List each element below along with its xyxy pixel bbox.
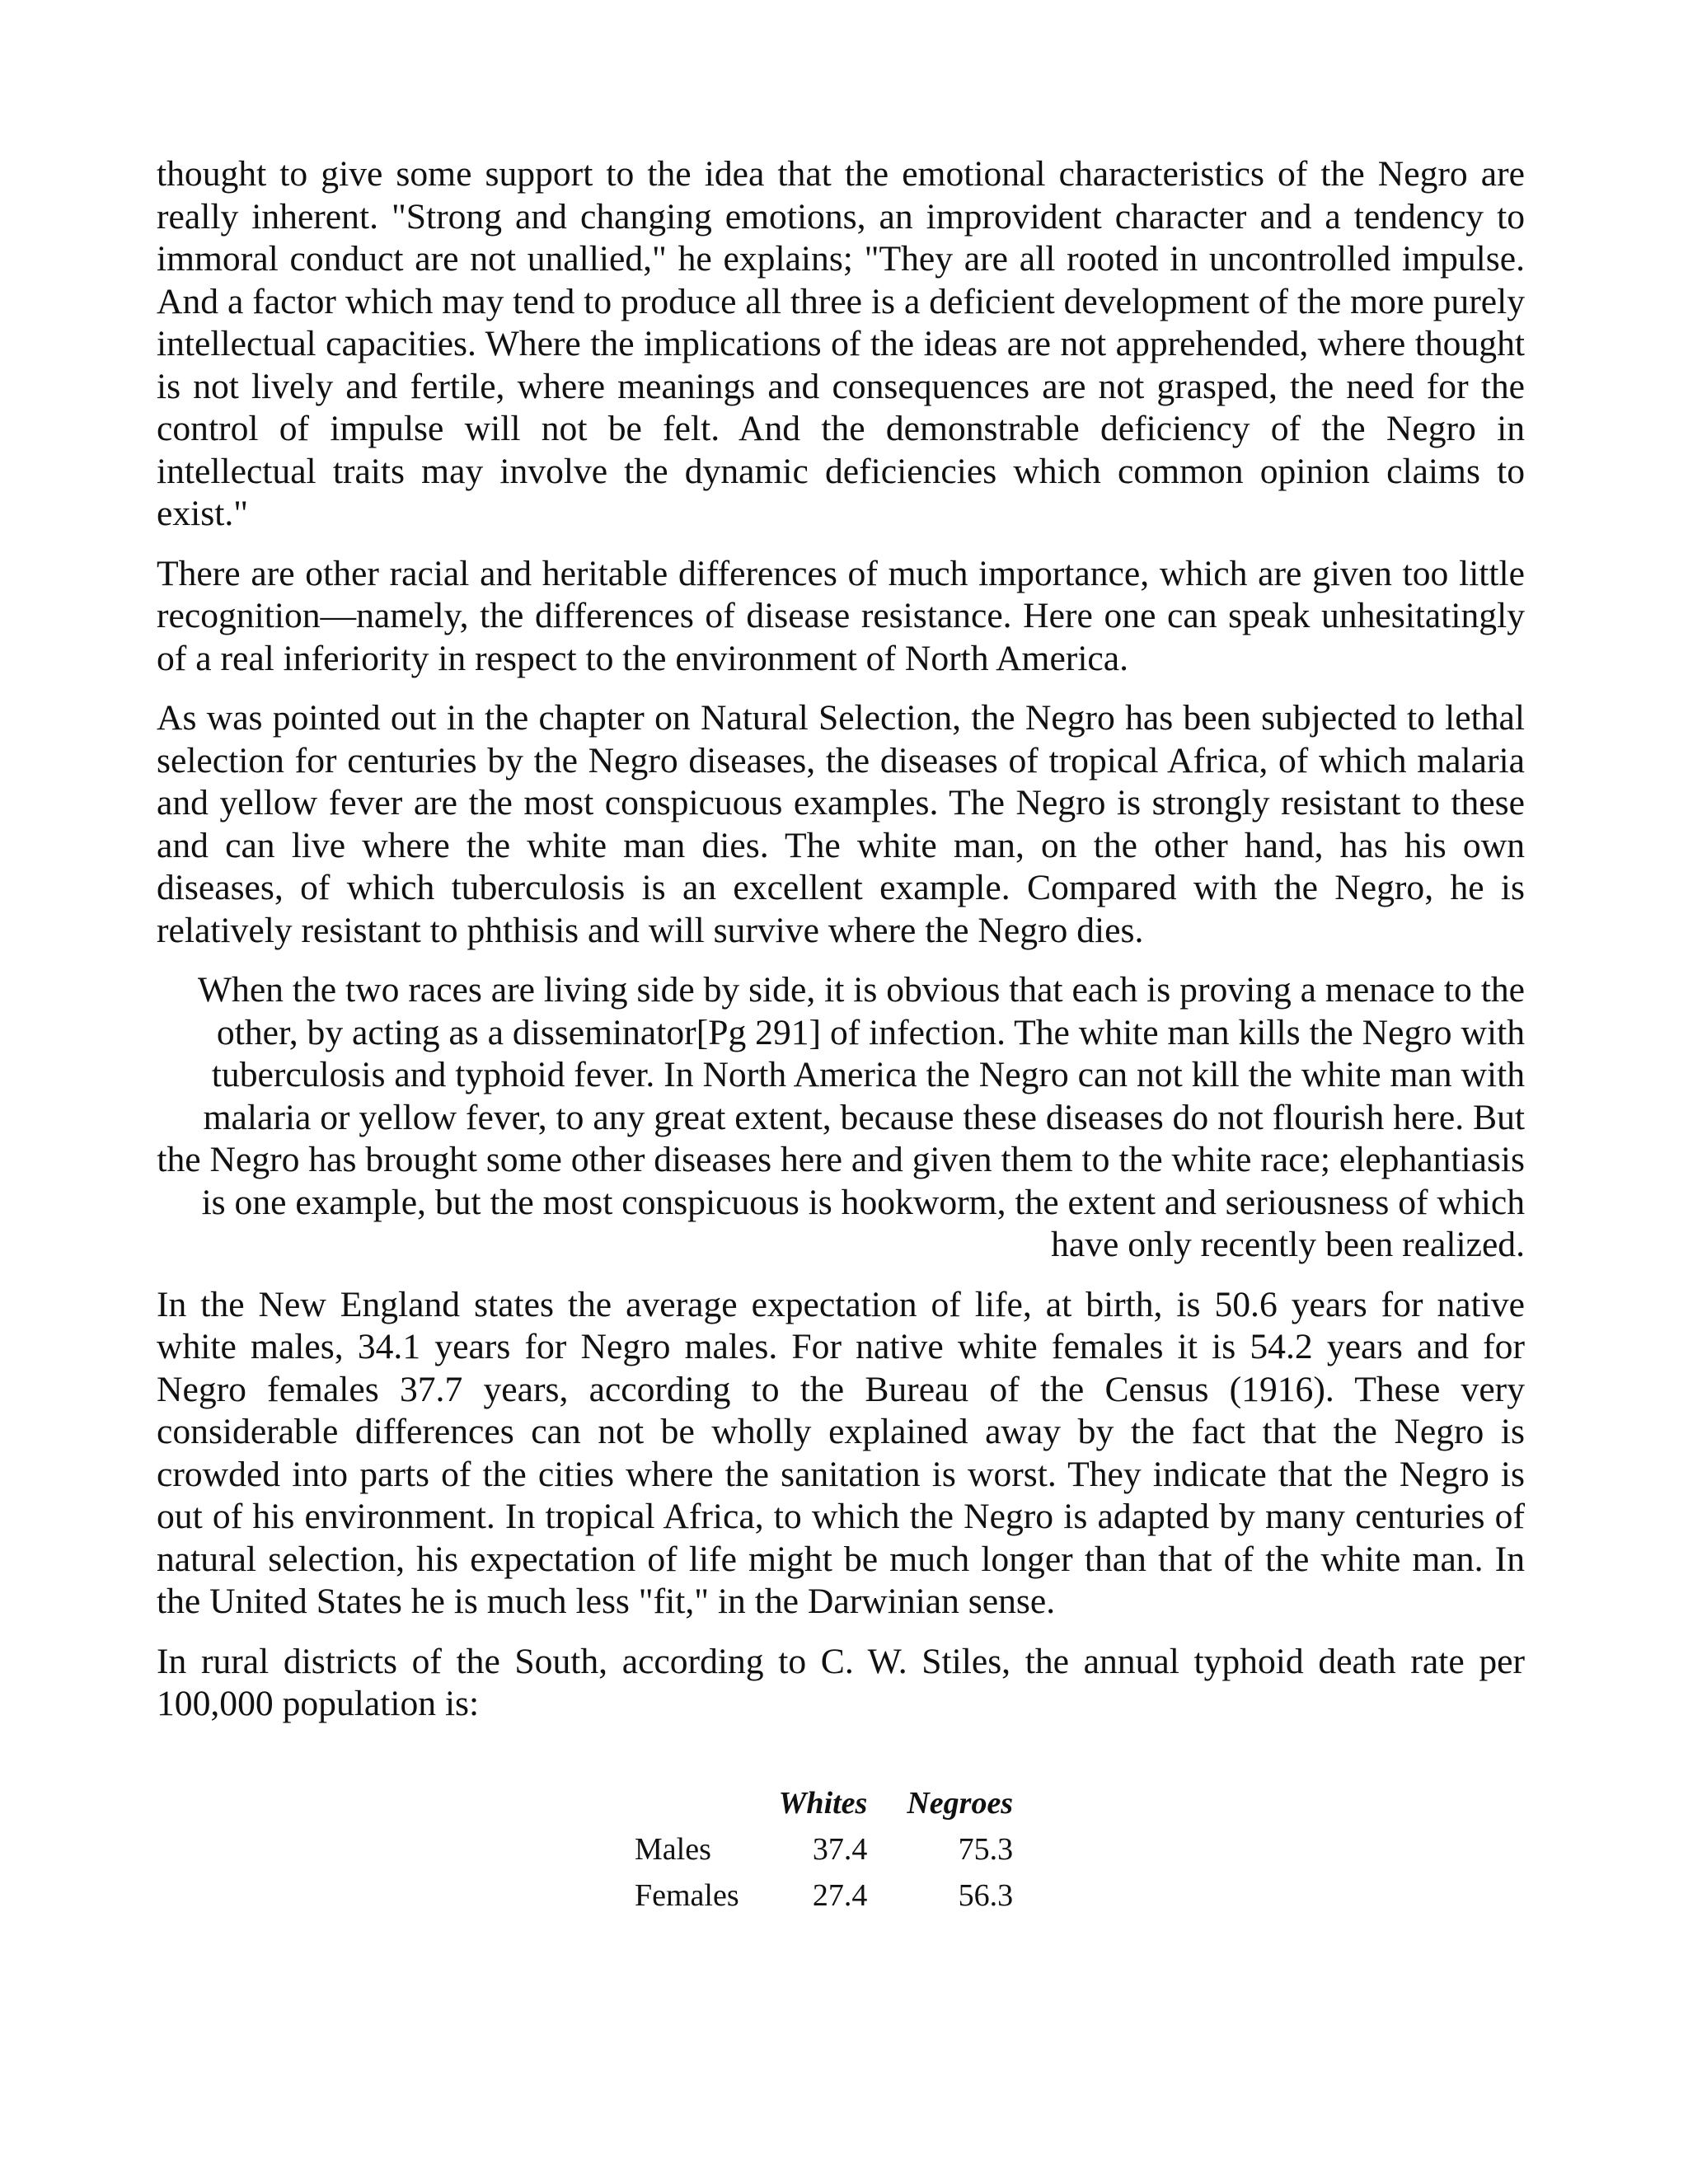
row-label-males: Males [635, 1832, 711, 1867]
paragraph-life-expectancy: In the New England states the average expectation of life, at birth, is 50.6 years for native white males, 34.1 years for Negro males. For native white females it is 54.2 years and for Negro females 37.7 years, according to the Bureau of the Census (1916). These very considerable differences can not be wholly explained away by the fact that the Negro is crowded into parts of the cities where the sanitation is worst. They indicate that the Negro is out of his environment. In tropical Africa, to which the Negro is adapted by many centuries of natural selection, his expectation of life might be much longer than that of the white man. In the United States he is much less "fit," in the Darwinian sense. [157, 1284, 1525, 1621]
table-header-negroes: Negroes [907, 1786, 1014, 1821]
cell-females-whites: 27.4 [812, 1878, 868, 1913]
page-body [157, 153, 1525, 1743]
typhoid-death-rate-table [635, 1780, 1013, 1919]
table-header-whites: Whites [778, 1786, 868, 1821]
paragraph-emotional-characteristics: thought to give some support to the idea that the emotional characteristics of the Negro are really inherent. "Strong and changing emotions, an improvident character and a tendency to immoral conduct are not unallied," he explains; "They are all rooted in uncontrolled impulse. And a factor which may tend to produce all three is a deficient development of the more purely intellectual capacities. Where the implications of the ideas are not apprehended, where thought is not lively and fertile, where meanings and consequences are not grasped, the need for the control of impulse will not be felt. And the demonstrable deficiency of the Negro in intellectual traits may involve the dynamic deficiencies which common opinion claims to exist." [157, 154, 1525, 533]
table-row [635, 1826, 1013, 1872]
table-row [635, 1872, 1013, 1919]
table-header-row [635, 1780, 1013, 1826]
paragraph-disseminator: When the two races are living side by side, it is obvious that each is proving a menace to the other, by acting as a disseminator[Pg 291] of infection. The white man kills the Negro with tuberculosis and typhoid fever. In North America the Negro can not kill the white man with malaria or yellow fever, to any great extent, because these diseases do not flourish here. But the Negro has brought some other diseases here and given them to the white race; elephantiasis is one example, but the most conspicuous is hookworm, the extent and seriousness of which have only recently been realized. [157, 970, 1525, 1264]
paragraph-typhoid-intro: In rural districts of the South, according to C. W. Stiles, the annual typhoid death rate per 100,000 population is: [157, 1641, 1525, 1723]
cell-males-whites: 37.4 [812, 1832, 868, 1867]
paragraph-disease-resistance: There are other racial and heritable differences of much importance, which are given too little recognition—namely, the differences of disease resistance. Here one can speak unhesitatingly of a real inferiority in respect to the environment of North America. [157, 553, 1525, 678]
row-label-females: Females [635, 1878, 739, 1913]
cell-males-negroes: 75.3 [958, 1832, 1014, 1867]
data-table [635, 1780, 1013, 1919]
table-header-blank [635, 1780, 739, 1826]
cell-females-negroes: 56.3 [958, 1878, 1014, 1913]
paragraph-natural-selection: As was pointed out in the chapter on Natural Selection, the Negro has been subjected to lethal selection for centuries by the Negro diseases, the diseases of tropical Africa, of which malaria and yellow fever are the most conspicuous examples. The Negro is strongly resistant to these and can live where the white man dies. The white man, on the other hand, has his own diseases, of which tuberculosis is an excellent example. Compared with the Negro, he is relatively resistant to phthisis and will survive where the Negro dies. [157, 698, 1525, 950]
